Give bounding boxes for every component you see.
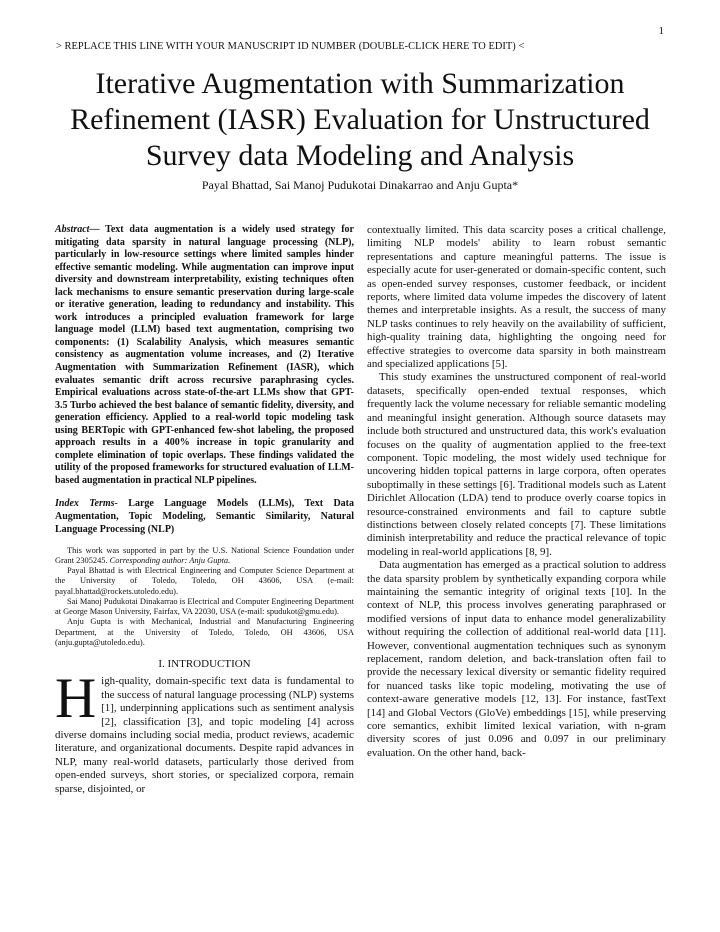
intro-paragraph-1-continued: contextually limited. This data scarcity poses a critical challenge, limiting NLP models' ability to learn robust semantic representations and capture meaningful patterns. The issue is especially acute for user-generated or domain-specific content, such as open-ended survey responses, customer feedback, or incident reports, where limited data volume impedes the discovery of latent themes and interpretable insights. As a result, the success of many NLP tasks continues to rely heavily on the availability of sufficient, high-quality training data, highlighting the ongoing need for effective strategies to overcome data sparsity in both mainstream and specialized applications [5].: [367, 224, 666, 371]
section-heading-introduction: I. INTRODUCTION: [158, 657, 251, 670]
footnote-dinakarrao: Sai Manoj Pudukotai Dinakarrao is Electrical and Computer Engineering Department at George Mason University, Fairfax, VA 22030, USA (e-mail: spudukot@gmu.edu).: [55, 596, 354, 617]
abstract-lead: Abstract: [55, 224, 90, 235]
index-terms-lead: Index Terms-: [55, 498, 118, 510]
paper-title: Iterative Augmentation with Summarization Refinement (IASR) Evaluation for Unstructured Survey data Modeling and Analysis: [70, 67, 650, 172]
abstract-text: — Text data augmentation is a widely used strategy for mitigating data sparsity in natural language processing (NLP), particularly in low-resource settings where limited samples hinder effective semantic modeling. While augmentation can improve input diversity and downstream interpretability, existing techniques often lack mechanisms to ensure semantic preservation during large-scale or iterative generation, leading to redundancy and instability. This work introduces a principled evaluation framework for large language model (LLM) based text augmentation, comprising two components: (1) Scalability Analysis, which measures semantic consistency as augmentation volume increases, and (2) Iterative Augmentation with Summarization Refinement (IASR), which evaluates semantic drift across recursive paraphrasing cycles. Empirical evaluations across state-of-the-art LLMs show that GPT-3.5 Turbo achieved the best balance of semantic fidelity, diversity, and generation efficiency. Applied to a real-world topic modeling task using BERTopic with GPT-enhanced few-shot labeling, the proposed approach results in a 400% increase in topic granularity and complete elimination of topic overlaps. These findings validated the utility of the proposed frameworks for structured evaluation of LLM-based augmentation in practical NLP pipelines.: [55, 224, 354, 486]
footnote-support: This work was supported in part by the U.S. National Science Foundation under Grant 2305245. Corresponding author: Anju Gupta.: [55, 545, 354, 566]
corresponding-author: Corresponding author: Anju Gupta.: [109, 556, 231, 566]
intro-paragraph-3: Data augmentation has emerged as a practical solution to address the data sparsity problem by synthetically expanding corpora while maintaining the semantic integrity of original texts [10]. In the context of NLP, this process involves generating paraphrased or modified versions of input data to enhance model generalizability without requiring the collection of additional real-world data [11]. However, conventional augmentation techniques such as synonym replacement, random deletion, and back-translation often fail to provide the necessary lexical diversity or semantic fidelity required for nuanced tasks like topic modeling, motivating the use of context-aware generative models [12, 13]. For instance, fastText [14] and Global Vectors (GloVe) embeddings [15], while preserving core semantics, exhibit limited lexical variation, with n-gram diversity scores of just 0.096 and 0.097 in our preliminary evaluation. On the other hand, back-: [367, 559, 666, 759]
index-terms-text: Large Language Models (LLMs), Text Data Augmentation, Topic Modeling, Semantic Similarity, Natural Language Processing (NLP): [55, 498, 354, 536]
left-column: [55, 224, 354, 796]
abstract: [55, 224, 354, 487]
page-number: 1: [658, 25, 664, 37]
right-column: [367, 224, 666, 760]
author-list: Payal Bhattad, Sai Manoj Pudukotai Dinakarrao and Anju Gupta*: [201, 178, 519, 192]
intro-paragraph-1: High-quality, domain-specific text data is fundamental to the success of natural language processing (NLP) systems [1], underpinning applications such as sentiment analysis [2], classification [3], and topic modeling [4] across diverse domains including social media, product reviews, academic literature, and organizational documents. Despite rapid advances in NLP, many real-world datasets, particularly those derived from open-ended surveys, short stories, or specialized corpora, remain sparse, disjointed, or: [55, 667, 354, 795]
footnotes: [55, 546, 354, 648]
footnote-bhattad: Payal Bhattad is with Electrical Engineering and Computer Science Department at the University of Toledo, Toledo, OH 43606, USA (e-mail: payal.bhattad@rockets.utoledo.edu).: [55, 566, 354, 596]
index-terms: [55, 498, 354, 536]
manuscript-header: > REPLACE THIS LINE WITH YOUR MANUSCRIPT ID NUMBER (DOUBLE-CLICK HERE TO EDIT) <: [56, 41, 525, 52]
drop-cap: H: [55, 667, 97, 731]
intro-paragraph-2: This study examines the unstructured component of real-world datasets, specifically open-ended textual responses, which frequently lack the volume necessary for reliable semantic modeling and meaningful insight generation. Although source datasets may include both structured and unstructured data, this work's evaluation focuses on the quality of augmentation applied to the free-text component. Topic modeling, the most widely used technique for uncovering hidden topical patterns in large corpora, often operates suboptimally in these settings [6]. Traditional models such as Latent Dirichlet Allocation (LDA) tend to produce overly coarse topics in resource-constrained environments and fail to capture subtle distinctions between closely related concepts [7]. These limitations diminish interpretability and reduce the practical relevance of topic modeling in real-world applications [8, 9].: [367, 371, 666, 558]
footnote-gupta: Anju Gupta is with Mechanical, Industrial and Manufacturing Engineering Department, at the University of Toledo, Toledo, OH 43606, USA (anju.gupta@utoledo.edu).: [55, 617, 354, 647]
